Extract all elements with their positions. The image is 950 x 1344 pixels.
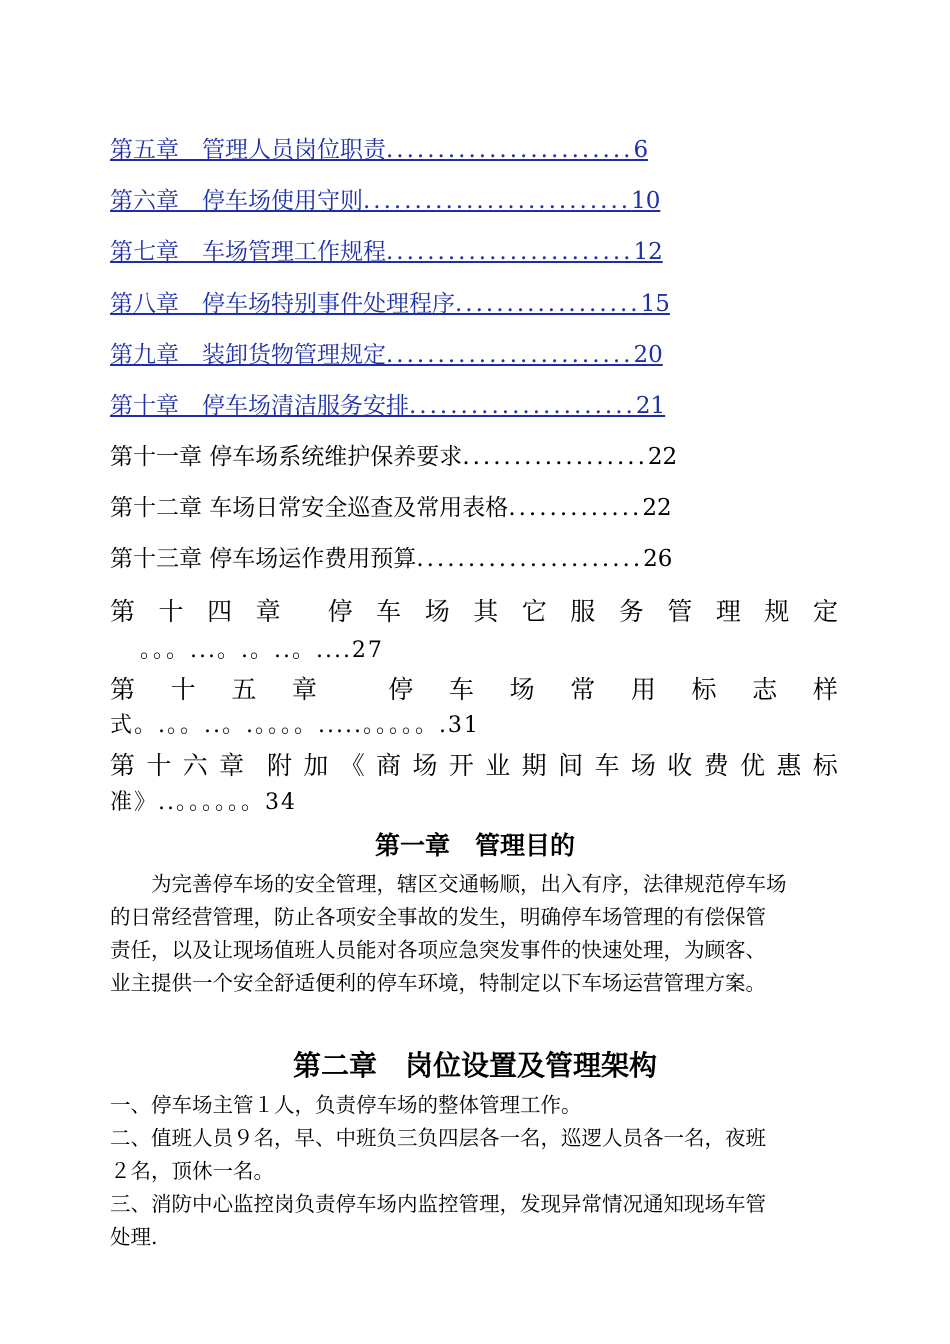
toc-char: 用 — [630, 675, 656, 704]
toc-char: 间 — [558, 751, 584, 780]
toc-char: 十 — [146, 751, 172, 780]
toc-chapter: 第十章 — [110, 393, 179, 419]
toc-chapter: 第八章 — [110, 291, 179, 317]
toc-char: 理 — [715, 597, 741, 626]
toc-char: 四 — [207, 597, 233, 626]
toc-title: 管理人员岗位职责 — [202, 137, 386, 163]
toc-char: 务 — [618, 597, 644, 626]
toc-page: 15 — [640, 291, 670, 317]
toc-char: 标 — [812, 751, 838, 780]
toc-char: 收 — [667, 751, 693, 780]
toc-char: 场 — [412, 751, 438, 780]
toc-char: 五 — [231, 675, 257, 704]
toc-dots: .................. — [455, 291, 641, 317]
toc-text: 第十二章 车场日常安全巡查及常用表格 — [110, 495, 509, 521]
toc-dots: ........................ — [386, 342, 634, 368]
paragraph-line: 为完善停车场的安全管理，辖区交通畅顺，出入有序，法律规范停车场 — [110, 872, 787, 896]
toc-entry-ch16 — [110, 750, 838, 782]
list-item-continuation: 处理. — [110, 1225, 158, 1249]
toc-page: 12 — [633, 239, 663, 265]
toc-char: 停 — [327, 597, 353, 626]
toc-char: 常 — [570, 675, 596, 704]
toc-chapter: 第九章 — [110, 342, 179, 368]
toc-char: 志 — [752, 675, 778, 704]
toc-page: 22 — [647, 444, 678, 470]
list-item: 三、消防中心监控岗负责停车场内监控管理，发现异常情况通知现场车管 — [110, 1192, 766, 1216]
toc-char: 标 — [691, 675, 717, 704]
toc-page: 20 — [633, 342, 663, 368]
toc-dots: ........................ — [386, 137, 634, 163]
toc-char: 优 — [740, 751, 766, 780]
toc-char: 章 — [291, 675, 317, 704]
toc-char: 商 — [376, 751, 402, 780]
toc-entry-ch5[interactable] — [110, 135, 648, 165]
toc-char: 章 — [255, 597, 281, 626]
toc-title: 车场管理工作规程 — [202, 239, 386, 265]
toc-page: 26 — [643, 546, 673, 572]
toc-text: 第十三章 停车场运作费用预算 — [110, 546, 417, 572]
chapter-1-heading: 第一章 管理目的 — [374, 831, 575, 860]
chapter-2-heading: 第二章 岗位设置及管理架构 — [292, 1049, 657, 1082]
toc-char: 第 — [110, 675, 136, 704]
toc-char: 十 — [158, 597, 184, 626]
toc-chapter: 第六章 — [110, 188, 179, 214]
toc-entry-ch14 — [110, 596, 838, 628]
toc-entry-ch15-continuation: 式。.。。..。.。。。。.....。。。。。.31 — [110, 713, 480, 738]
toc-char: 定 — [812, 597, 838, 626]
list-item: 一、停车场主管１人，负责停车场的整体管理工作。 — [110, 1093, 582, 1117]
toc-dots: ...................... — [416, 546, 644, 572]
toc-char: 样 — [812, 675, 838, 704]
toc-entry-ch15 — [110, 674, 838, 706]
toc-char: 场 — [424, 597, 450, 626]
toc-char: 场 — [509, 675, 535, 704]
toc-char: 十 — [170, 675, 196, 704]
paragraph-line: 业主提供一个安全舒适便利的停车环境，特制定以下车场运营管理方案。 — [110, 971, 766, 995]
toc-char: 加 — [303, 751, 329, 780]
paragraph-line: 责任，以及让现场值班人员能对各项应急突发事件的快速处理，为顾客、 — [110, 938, 766, 962]
toc-entry-ch9[interactable] — [110, 340, 663, 370]
toc-chapter: 第七章 — [110, 239, 179, 265]
toc-char: 期 — [521, 751, 547, 780]
toc-char: 规 — [764, 597, 790, 626]
toc-char: 车 — [376, 597, 402, 626]
toc-entry-ch6[interactable] — [110, 186, 660, 216]
toc-page: 21 — [635, 393, 666, 419]
toc-char: 开 — [448, 751, 474, 780]
toc-char: 管 — [667, 597, 693, 626]
toc-chapter: 第五章 — [110, 137, 179, 163]
list-item-continuation: ２名，顶休一名。 — [110, 1159, 274, 1183]
toc-char: 第 — [110, 597, 136, 626]
toc-entry-ch12 — [110, 493, 672, 523]
toc-entry-ch16-continuation: 准》..。。。。。。34 — [110, 790, 297, 815]
toc-entry-ch11 — [110, 442, 677, 472]
toc-char: 惠 — [776, 751, 802, 780]
toc-entry-ch13 — [110, 544, 672, 574]
toc-char: 六 — [182, 751, 208, 780]
toc-dots: ...................... — [409, 393, 636, 419]
toc-char: 《 — [339, 751, 365, 780]
toc-title: 装卸货物管理规定 — [202, 342, 386, 368]
toc-char: 它 — [521, 597, 547, 626]
toc-entry-ch7[interactable] — [110, 237, 663, 267]
toc-char: 服 — [570, 597, 596, 626]
toc-char: 车 — [594, 751, 620, 780]
toc-char: 场 — [630, 751, 656, 780]
toc-page: 10 — [631, 188, 661, 214]
toc-entry-ch10[interactable] — [110, 391, 665, 421]
list-item: 二、值班人员９名，早、中班负三负四层各一名，巡逻人员各一名，夜班 — [110, 1126, 766, 1150]
toc-char: 第 — [110, 751, 136, 780]
toc-title: 停车场清洁服务安排 — [202, 393, 409, 419]
toc-entry-ch14-continuation: 。。。...。.。..。....27 — [140, 638, 384, 663]
toc-entry-ch8[interactable] — [110, 289, 670, 319]
toc-char: 章 — [219, 751, 245, 780]
toc-dots: .................. — [462, 444, 648, 470]
toc-char: 附 — [266, 751, 292, 780]
toc-char: 费 — [703, 751, 729, 780]
toc-dots: .......................... — [363, 188, 632, 214]
paragraph-line: 的日常经营管理，防止各项安全事故的发生，明确停车场管理的有偿保管 — [110, 905, 766, 929]
toc-char: 停 — [388, 675, 414, 704]
toc-char: 车 — [448, 675, 474, 704]
chapter-1-paragraph — [110, 868, 840, 1000]
toc-title: 停车场特别事件处理程序 — [202, 291, 455, 317]
toc-dots: ........................ — [386, 239, 634, 265]
toc-char: 其 — [473, 597, 499, 626]
toc-dots: ............. — [508, 495, 643, 521]
toc-char: 业 — [485, 751, 511, 780]
toc-page: 6 — [633, 137, 649, 163]
toc-page: 22 — [642, 495, 672, 521]
toc-title: 停车场使用守则 — [202, 188, 363, 214]
toc-text: 第十一章 停车场系统维护保养要求 — [110, 444, 463, 470]
